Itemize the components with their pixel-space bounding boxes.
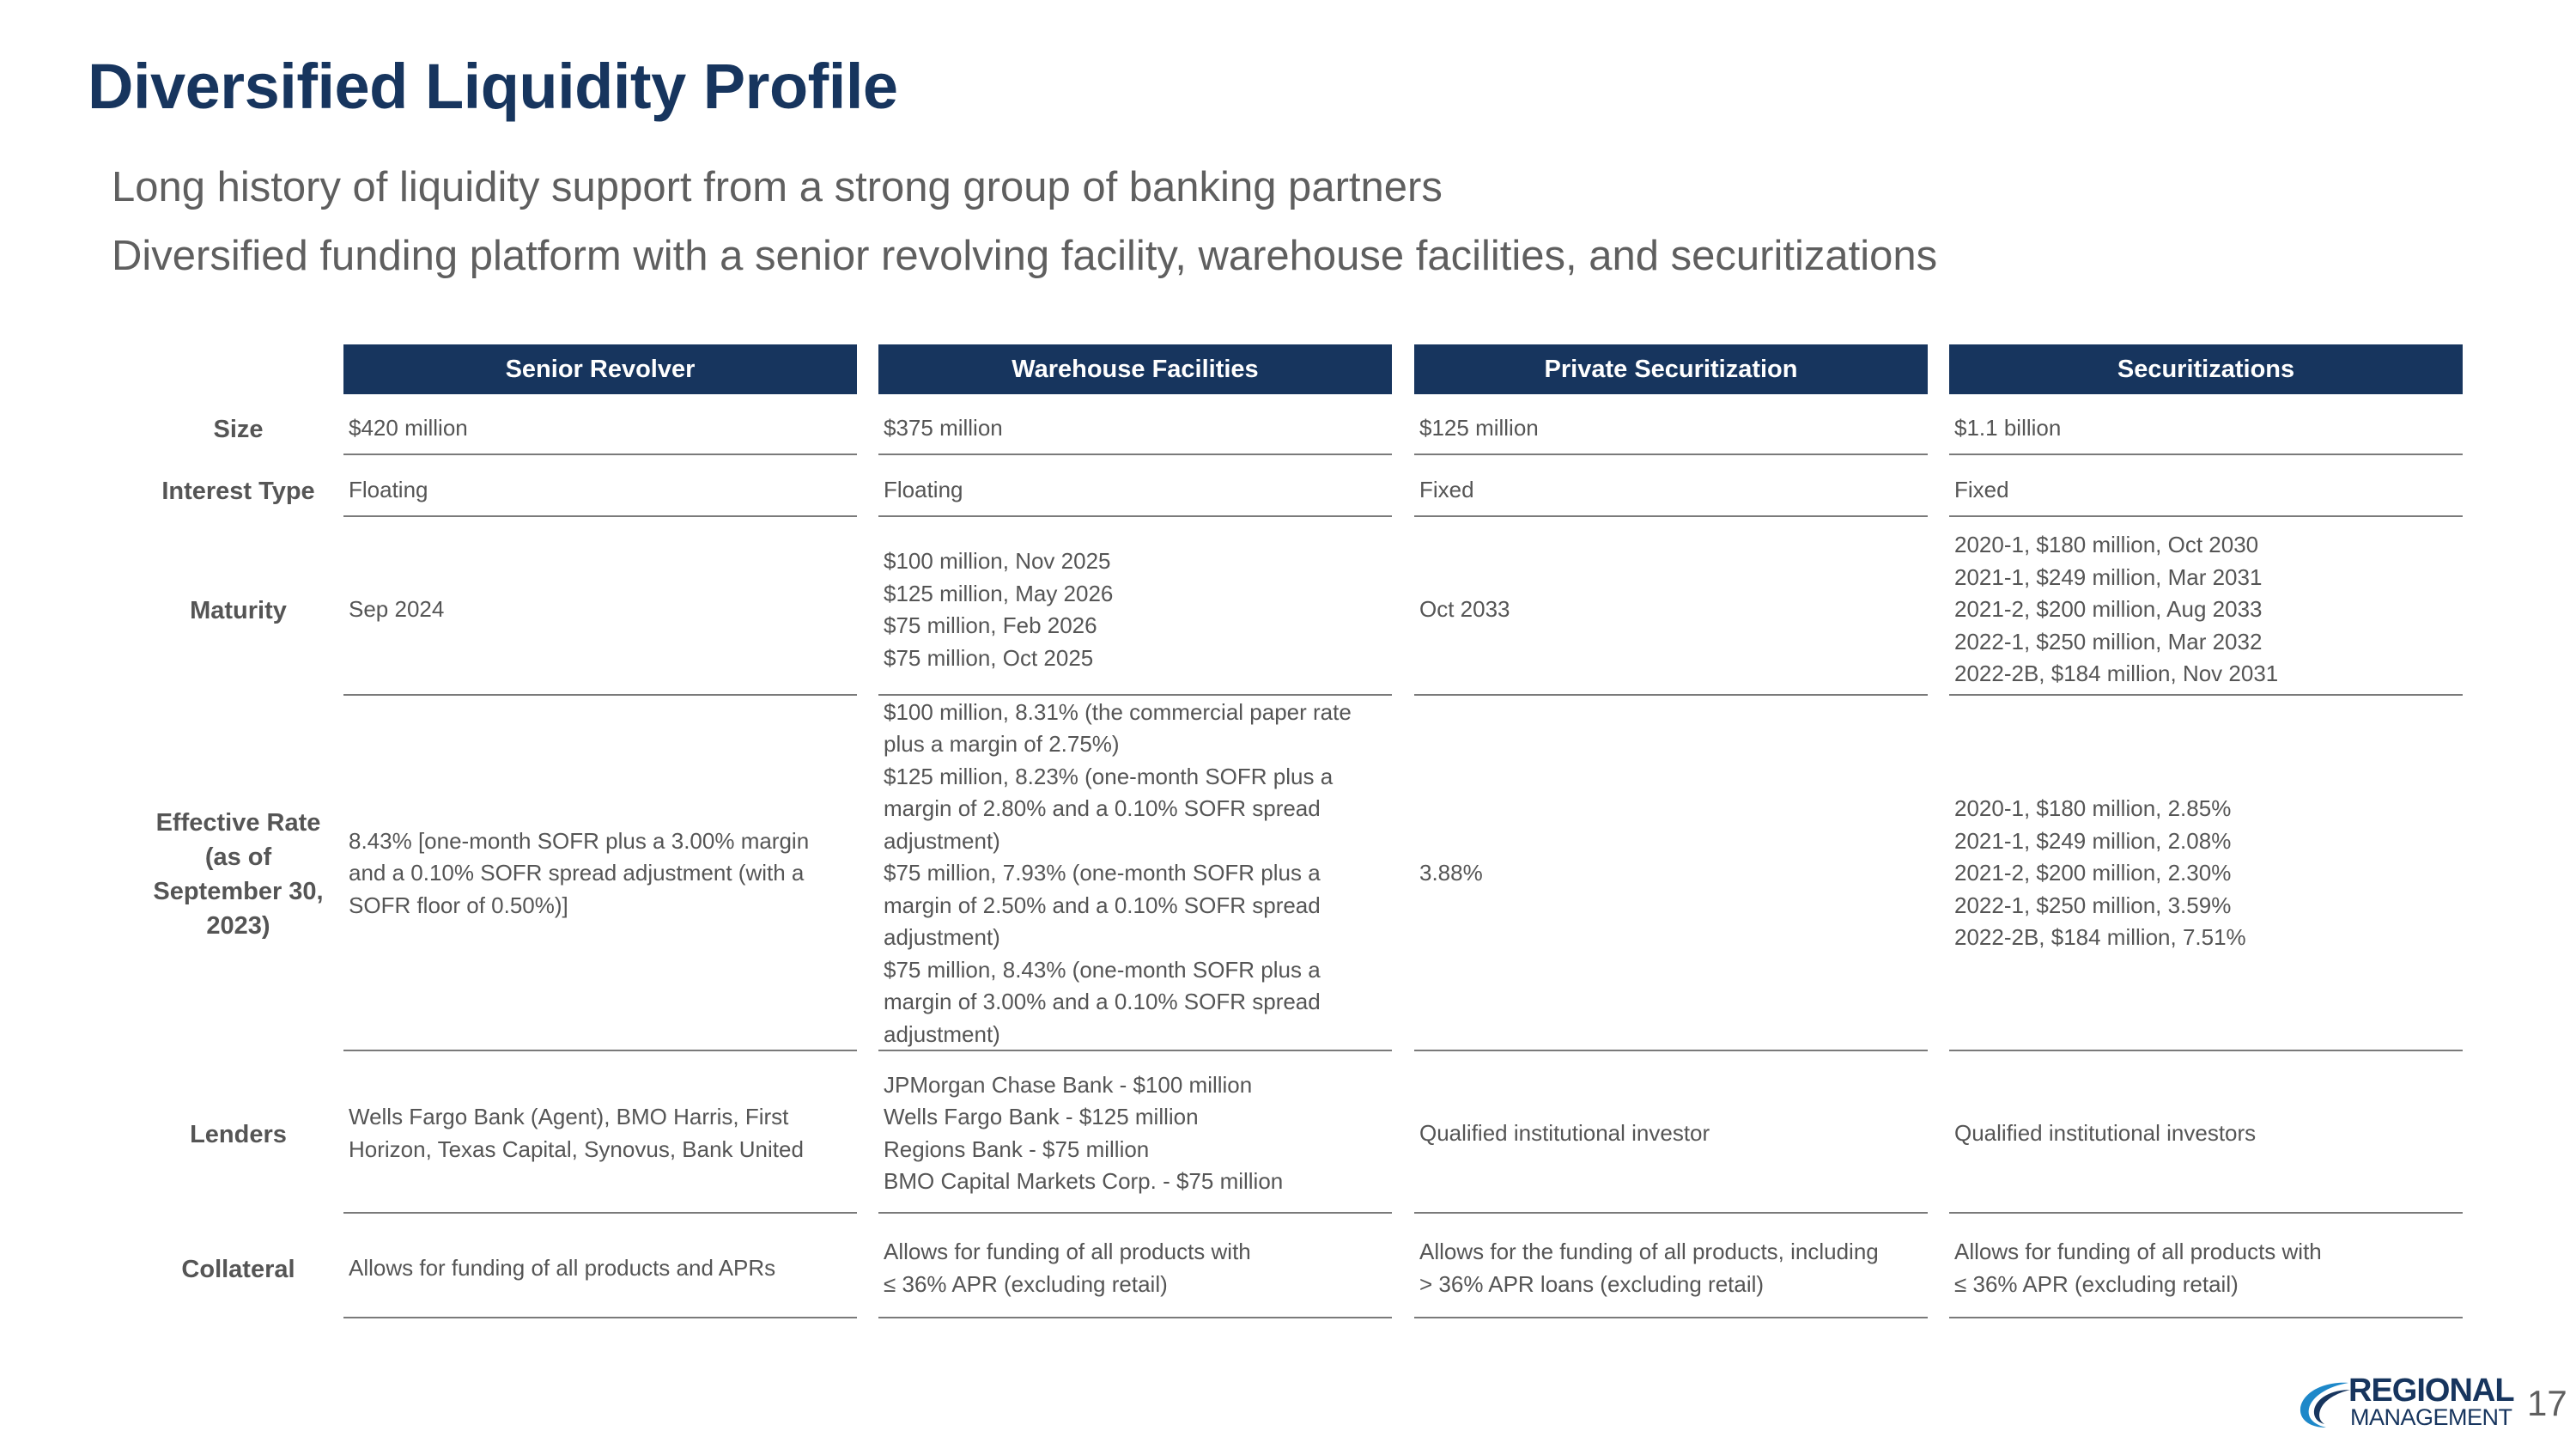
row-label-lenders: Lenders xyxy=(190,1120,287,1148)
table-cell-size-securitizations: $1.1 billion xyxy=(1949,404,2463,455)
logo-text-regional: REGIONAL xyxy=(2348,1373,2514,1409)
table-cell-effective-rate-private-securitization: 3.88% xyxy=(1414,697,1928,1051)
company-logo xyxy=(2297,1373,2524,1433)
subtitle-line-1: Long history of liquidity support from a strong group of banking partners xyxy=(112,164,1443,210)
logo-text-management: MANAGEMENT xyxy=(2350,1404,2512,1430)
table-cell-effective-rate-senior-revolver: 8.43% [one-month SOFR plus a 3.00% margin and a 0.10% SOFR spread adjustment (with a SOFR floor of 0.50%)] xyxy=(343,697,857,1051)
table-cell-maturity-senior-revolver: Sep 2024 xyxy=(343,526,857,696)
column-header-private-securitization: Private Securitization xyxy=(1414,344,1928,394)
table-cell-maturity-warehouse: $100 million, Nov 2025 $125 million, May 2026 $75 million, Feb 2026 $75 million, Oct 2025 xyxy=(878,526,1392,696)
row-label-interest-type: Interest Type xyxy=(161,478,315,505)
table-cell-size-private-securitization: $125 million xyxy=(1414,404,1928,455)
table-cell-lenders-warehouse: JPMorgan Chase Bank - $100 million Wells Fargo Bank - $125 million Regions Bank - $75 million BMO Capital Markets Corp. - $75 million xyxy=(878,1055,1392,1214)
row-label-size: Size xyxy=(213,416,264,443)
table-cell-lenders-senior-revolver: Wells Fargo Bank (Agent), BMO Harris, First Horizon, Texas Capital, Synovus, Bank United xyxy=(343,1055,857,1214)
table-cell-interest-type-securitizations: Fixed xyxy=(1949,466,2463,517)
column-header-securitizations: Securitizations xyxy=(1949,344,2463,394)
table-cell-interest-type-senior-revolver: Floating xyxy=(343,466,857,517)
table-cell-maturity-securitizations: 2020-1, $180 million, Oct 2030 2021-1, $249 million, Mar 2031 2021-2, $200 million, Aug 2033 2022-1, $250 million, Mar 2032 2022-2B, $184 million, Nov 2031 xyxy=(1949,526,2463,696)
column-header-warehouse-facilities: Warehouse Facilities xyxy=(878,344,1392,394)
subtitle-line-2: Diversified funding platform with a senior revolving facility, warehouse facilities, and securitizations xyxy=(112,233,1938,279)
table-cell-collateral-warehouse: Allows for funding of all products with ≤ 36% APR (excluding retail) xyxy=(878,1220,1392,1318)
table-cell-collateral-securitizations: Allows for funding of all products with ≤ 36% APR (excluding retail) xyxy=(1949,1220,2463,1318)
table-cell-effective-rate-securitizations: 2020-1, $180 million, 2.85% 2021-1, $249 million, 2.08% 2021-2, $200 million, 2.30% 2022-1, $250 million, 3.59% 2022-2B, $184 million, 7.51% xyxy=(1949,697,2463,1051)
table-cell-maturity-private-securitization: Oct 2033 xyxy=(1414,526,1928,696)
row-label-effective-rate: Effective Rate (as of September 30, 2023) xyxy=(153,809,324,940)
table-cell-lenders-private-securitization: Qualified institutional investor xyxy=(1414,1055,1928,1214)
logo-swoosh-icon xyxy=(2297,1378,2352,1431)
table-cell-lenders-securitizations: Qualified institutional investors xyxy=(1949,1055,2463,1214)
page-title: Diversified Liquidity Profile xyxy=(88,51,898,122)
page-number: 17 xyxy=(2527,1383,2567,1423)
row-label-maturity: Maturity xyxy=(190,597,287,624)
column-header-senior-revolver: Senior Revolver xyxy=(343,344,857,394)
table-cell-interest-type-private-securitization: Fixed xyxy=(1414,466,1928,517)
row-label-collateral: Collateral xyxy=(181,1255,295,1283)
table-cell-size-warehouse: $375 million xyxy=(878,404,1392,455)
table-cell-collateral-senior-revolver: Allows for funding of all products and APRs xyxy=(343,1220,857,1318)
table-cell-effective-rate-warehouse: $100 million, 8.31% (the commercial paper rate plus a margin of 2.75%) $125 million, 8.23% (one-month SOFR plus a margin of 2.80% and a 0.10% SOFR spread adjustment) $75 million, 7.93% (one-month SOFR plus a margin of 2.50% and a 0.10% SOFR spread adjustment) $75 million, 8.43% (one-month SOFR plus a margin of 3.00% and a 0.10% SOFR spread adjustment) xyxy=(878,697,1392,1051)
table-cell-size-senior-revolver: $420 million xyxy=(343,404,857,455)
table-cell-collateral-private-securitization: Allows for the funding of all products, including > 36% APR loans (excluding retail) xyxy=(1414,1220,1928,1318)
table-cell-interest-type-warehouse: Floating xyxy=(878,466,1392,517)
